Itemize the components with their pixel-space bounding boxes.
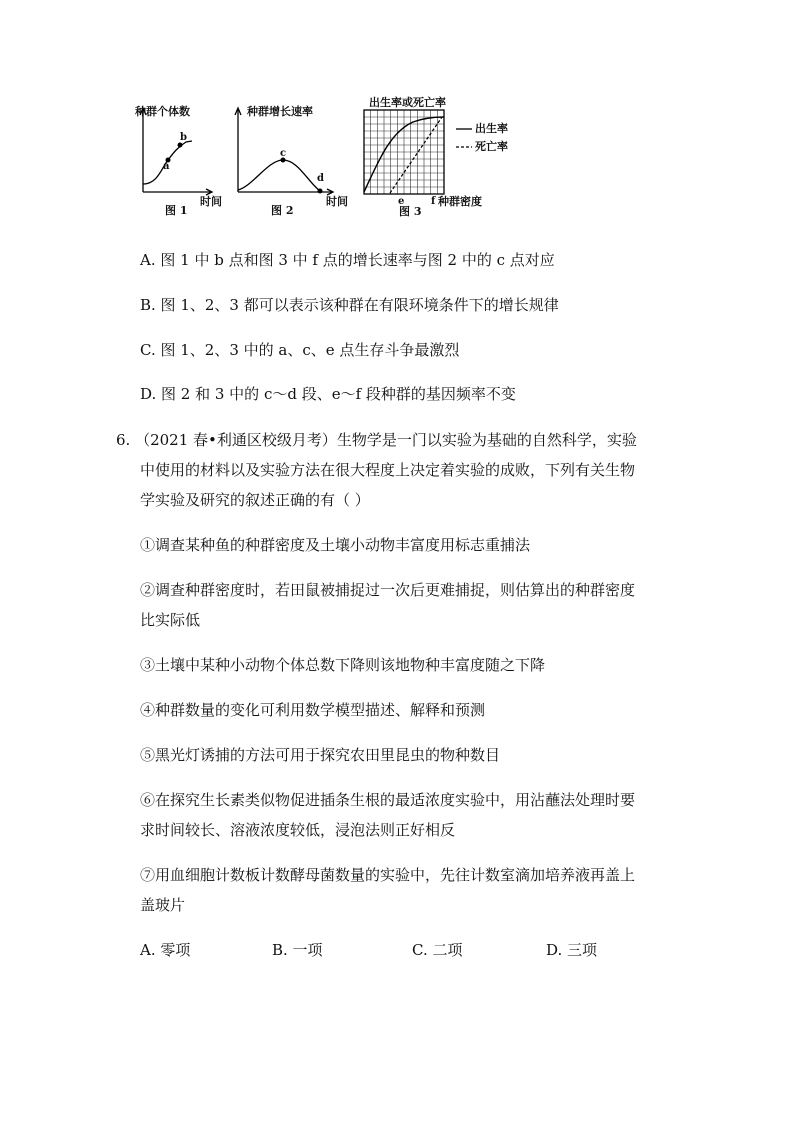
graph3-grid <box>364 110 444 194</box>
q6-statement-6-line2: 求时间较长、溶液浓度较低，浸泡法则正好相反 <box>140 821 456 839</box>
q6-statement-2-line2: 比实际低 <box>140 611 201 629</box>
graph1-caption: 图 1 <box>165 204 188 217</box>
graph1-ylabel: 种群个体数 <box>135 105 190 118</box>
graph1-label-a: a <box>163 161 170 172</box>
legend-birth-rate: 出生率 <box>475 122 508 135</box>
q5-option-c: C. 图 1、2、3 中的 a、c、e 点生存斗争最激烈 <box>140 341 460 359</box>
graph1-point-b <box>178 143 183 148</box>
graph2-ylabel: 种群增长速率 <box>247 105 313 118</box>
q6-option-b: B. 一项 <box>272 941 323 959</box>
q6-statement-7-line1: ⑦用血细胞计数板计数酵母菌数量的实验中，先往计数室滴加培养液再盖上 <box>140 866 636 884</box>
graph3-death-rate-line <box>390 117 442 193</box>
q6-stem-line1: 6. （2021 春•利通区校级月考）生物学是一门以实验为基础的自然科学，实验 <box>116 431 637 449</box>
graph3-xlabel: 种群密度 <box>438 195 482 208</box>
q6-statement-4: ④种群数量的变化可利用数学模型描述、解释和预测 <box>140 701 486 719</box>
graph2-caption: 图 2 <box>271 204 294 217</box>
q6-statement-3: ③土壤中某种小动物个体总数下降则该地物种丰富度随之下降 <box>140 656 546 674</box>
q6-stem-line3: 学实验及研究的叙述正确的有（ ） <box>140 491 370 509</box>
graph2-bell-curve <box>238 160 320 191</box>
q5-option-a: A. 图 1 中 b 点和图 3 中 f 点的增长速率与图 2 中的 c 点对应 <box>140 251 555 269</box>
graph3-ylabel: 出生率或死亡率 <box>369 96 446 109</box>
graph2-label-d: d <box>317 173 324 184</box>
q5-option-b: B. 图 1、2、3 都可以表示该种群在有限环境条件下的增长规律 <box>140 296 559 314</box>
population-figures <box>128 92 508 227</box>
graph1-xlabel: 时间 <box>200 195 222 208</box>
graph2-point-d <box>318 189 323 194</box>
legend-death-rate: 死亡率 <box>475 140 508 153</box>
q6-statement-1: ①调查某种鱼的种群密度及土壤小动物丰富度用标志重捕法 <box>140 536 531 554</box>
graph2-label-c: c <box>280 148 287 159</box>
q6-statement-5: ⑤黑光灯诱捕的方法可用于探究农田里昆虫的物种数目 <box>140 746 501 764</box>
graph3-caption: 图 3 <box>399 205 422 218</box>
q6-option-c: C. 二项 <box>412 941 463 959</box>
graph3-label-e: e <box>398 196 405 207</box>
graph1-label-b: b <box>180 132 187 143</box>
q6-option-a: A. 零项 <box>140 941 191 959</box>
q6-option-d: D. 三项 <box>546 941 598 959</box>
q6-statement-6-line1: ⑥在探究生长素类似物促进插条生根的最适浓度实验中，用沾蘸法处理时要 <box>140 791 636 809</box>
graph2-xlabel: 时间 <box>326 195 348 208</box>
q6-statement-7-line2: 盖玻片 <box>140 896 186 914</box>
q6-statement-2-line1: ②调查种群密度时，若田鼠被捕捉过一次后更难捕捉，则估算出的种群密度 <box>140 581 636 599</box>
q6-stem-line2: 中使用的材料以及实验方法在很大程度上决定着实验的成败，下列有关生物 <box>140 461 636 479</box>
graph3-label-f: f <box>431 196 436 207</box>
q5-option-d: D. 图 2 和 3 中的 c～d 段、e～f 段种群的基因频率不变 <box>140 385 516 403</box>
